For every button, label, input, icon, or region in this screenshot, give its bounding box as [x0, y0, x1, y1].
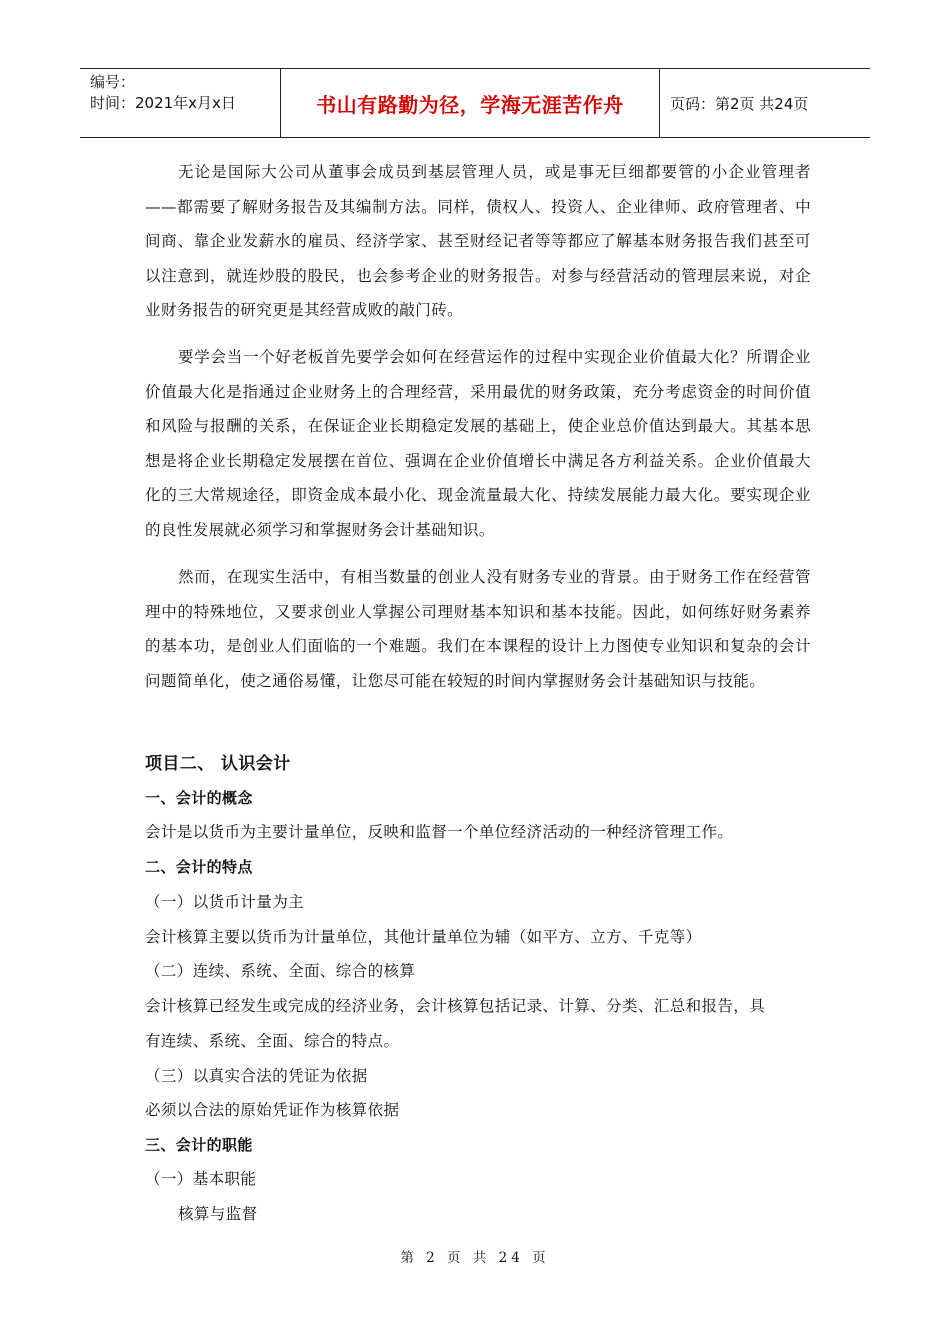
subsection-2-title: 二、会计的特点: [145, 858, 253, 876]
number-label: 编号：: [90, 73, 136, 91]
feature-1-heading: （一）以货币计量为主: [145, 893, 305, 911]
feature-2-text-line1: 会计核算已经发生或完成的经济业务，会计核算包括记录、计算、分类、汇总和报告，具: [145, 997, 766, 1015]
header-motto: 书山有路勤为径，学海无涯苦作舟: [316, 92, 624, 117]
paragraph-3: 然而，在现实生活中，有相当数量的创业人没有财务专业的背景。由于财务工作在经营管理中的特殊地位，又要求创业人掌握公司理财基本知识和基本技能。因此，如何练好财务素养的基本功，是创业人们面临的一个难题。我们在本课程的设计上力图使专业知识和复杂的会计问题简单化，使之通俗易懂，让您尽可能在较短的时间内掌握财务会计基础知识与技能。: [145, 568, 811, 690]
page-footer-text: 第 2 页 共 24 页: [400, 1250, 550, 1266]
feature-3-text: 必须以合法的原始凭证作为核算依据: [145, 1101, 400, 1119]
function-1-heading: （一）基本职能: [145, 1170, 257, 1188]
function-1-text: 核算与监督: [178, 1205, 258, 1223]
header-page-info: 页码：第2页 共24页: [670, 94, 809, 113]
header-meta: [80, 69, 281, 137]
header-motto-cell: [281, 69, 660, 137]
feature-1-text: 会计核算主要以货币为计量单位，其他计量单位为辅（如平方、立方、千克等）: [145, 928, 702, 946]
paragraph-1: 无论是国际大公司从董事会成员到基层管理人员，或是事无巨细都要管的小企业管理者——都需要了解财务报告及其编制方法。同样，债权人、投资人、企业律师、政府管理者、中间商、靠企业发薪水的雇员、经济学家、甚至财经记者等等都应了解基本财务报告我们甚至可以注意到，就连炒股的股民，也会参考企业的财务报告。对参与经营活动的管理层来说，对企业财务报告的研究更是其经营成败的敲门砖。: [145, 163, 811, 319]
feature-2-text-line2: 有连续、系统、全面、综合的特点。: [145, 1032, 400, 1050]
paragraph-2: 要学会当一个好老板首先要学会如何在经营运作的过程中实现企业价值最大化？所谓企业价值最大化是指通过企业财务上的合理经营，采用最优的财务政策，充分考虑资金的时间价值和风险与报酬的关系，在保证企业长期稳定发展的基础上，使企业总价值达到最大。其基本思想是将企业长期稳定发展摆在首位、强调在企业价值增长中满足各方利益关系。企业价值最大化的三大常规途径，即资金成本最小化、现金流量最大化、持续发展能力最大化。要实现企业的良性发展就必须学习和掌握财务会计基础知识。: [145, 348, 811, 539]
feature-3-heading: （三）以真实合法的凭证为依据: [145, 1067, 368, 1085]
subsection-1-title: 一、会计的概念: [145, 789, 253, 807]
section-title: 项目二、 认识会计: [145, 754, 291, 774]
page-header: [80, 68, 870, 138]
feature-2-heading: （二）连续、系统、全面、综合的核算: [145, 962, 416, 980]
page-footer: [0, 1246, 950, 1266]
subsection-3-title: 三、会计的职能: [145, 1136, 253, 1154]
time-label: 时间：2021年x月x日: [90, 94, 236, 112]
subsection-1-text: 会计是以货币为主要计量单位，反映和监督一个单位经济活动的一种经济管理工作。: [145, 823, 734, 841]
